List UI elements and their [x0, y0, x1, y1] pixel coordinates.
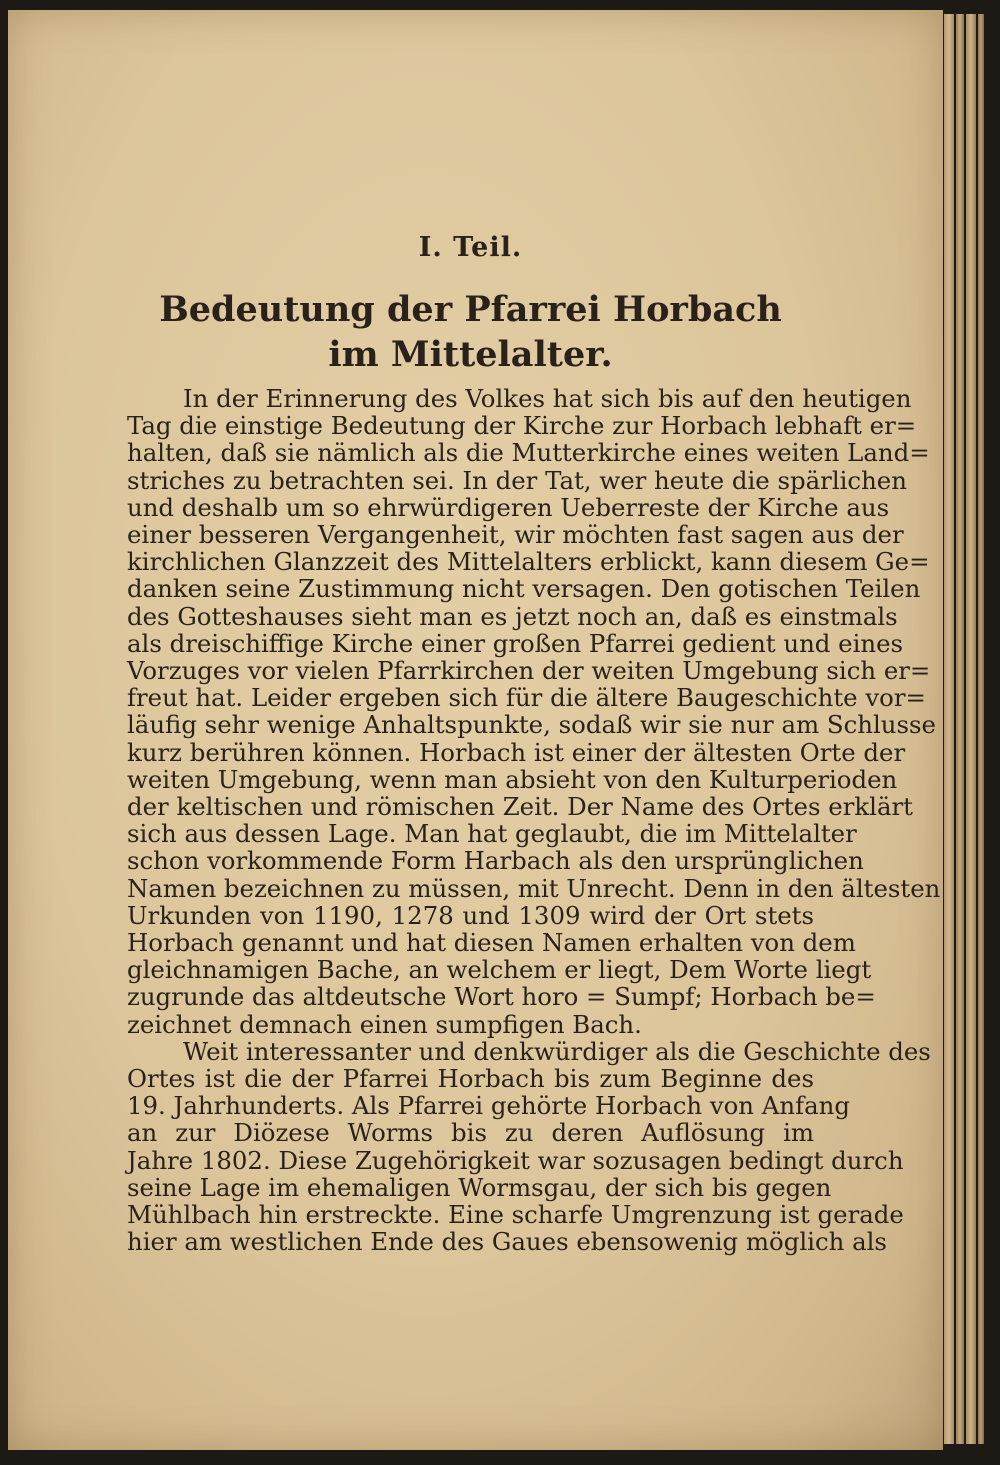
text-line: einer besseren Vergangenheit, wir möchten fast sagen aus der	[127, 520, 904, 550]
chapter-heading-line-2: im Mittelalter.	[328, 334, 613, 375]
text-line: freut hat. Leider ergeben sich für die ältere Baugeschichte vor=	[127, 683, 926, 713]
text-line: zeichnet demnach einen sumpfigen Bach.	[127, 1009, 642, 1039]
text-line: Jahre 1802. Diese Zugehörigkeit war sozusagen bedingt durch	[127, 1145, 904, 1175]
body-paragraph-2	[127, 1036, 931, 1257]
text-line: danken seine Zustimmung nicht versagen. Den gotischen Teilen	[127, 574, 921, 604]
text-line: kirchlichen Glanzzeit des Mittelalters erblickt, kann diesem Ge=	[127, 547, 930, 577]
text-line: Namen bezeichnen zu müssen, mit Unrecht. Denn in den ältesten	[127, 873, 941, 903]
text-line: In der Erinnerung des Volkes hat sich bis auf den heutigen	[183, 384, 912, 413]
text-line: Urkunden von 1190, 1278 und 1309 wird der Ort stets	[127, 900, 814, 930]
page-edge	[944, 14, 954, 1444]
text-line: Weit interessanter und denkwürdiger als die Geschichte des	[183, 1036, 931, 1066]
text-line: läufig sehr wenige Anhaltspunkte, sodaß wir sie nur am Schlusse	[127, 710, 936, 740]
text-line: seine Lage im ehemaligen Wormsgau, der sich bis gegen	[127, 1172, 832, 1202]
text-line: Tag die einstige Bedeutung der Kirche zur Horbach lebhaft er=	[127, 411, 917, 441]
text-line: schon vorkommende Form Harbach als den ursprünglichen	[127, 846, 864, 876]
text-line: 19. Jahrhunderts. Als Pfarrei gehörte Horbach von Anfang	[127, 1091, 850, 1121]
text-line: zugrunde das altdeutsche Wort horo = Sumpf; Horbach be=	[127, 982, 876, 1012]
body-paragraph-1	[127, 384, 941, 1039]
text-line: als dreischiffige Kirche einer großen Pfarrei gedient und eines	[127, 628, 904, 658]
text-line: striches zu betrachten sei. In der Tat, wer heute die spärlichen	[127, 465, 907, 495]
text-line: kurz berühren können. Horbach ist einer der ältesten Orte der	[127, 737, 906, 767]
page-edge	[966, 14, 976, 1444]
text-line: sich aus dessen Lage. Man hat geglaubt, die im Mittelalter	[127, 819, 857, 849]
text-line: Mühlbach hin erstreckte. Eine scharfe Umgrenzung ist gerade	[127, 1200, 904, 1230]
text-line: der keltischen und römischen Zeit. Der Name des Ortes erklärt	[127, 792, 913, 822]
text-line: Vorzuges vor vielen Pfarrkirchen der weiten Umgebung sich er=	[127, 656, 931, 686]
page-content	[127, 232, 941, 1257]
text-line: Ortes ist die der Pfarrei Horbach bis zum Beginne des	[127, 1064, 814, 1094]
text-line: gleichnamigen Bache, an welchem er liegt, Dem Worte liegt	[127, 955, 872, 985]
text-line: hier am westlichen Ende des Gaues ebensowenig möglich als	[127, 1227, 887, 1257]
page-edge	[978, 14, 984, 1444]
text-line: an zur Diözese Worms bis zu deren Auflösung im	[127, 1118, 814, 1148]
chapter-heading	[127, 287, 814, 377]
page-edge	[956, 14, 964, 1444]
part-label: I. Teil.	[418, 232, 523, 263]
text-line: halten, daß sie nämlich als die Mutterkirche eines weiten Land=	[127, 438, 930, 468]
chapter-heading-line-1: Bedeutung der Pfarrei Horbach	[159, 289, 782, 330]
text-line: weiten Umgebung, wenn man absieht von den Kulturperioden	[127, 764, 898, 794]
text-line: und deshalb um so ehrwürdigeren Ueberreste der Kirche aus	[127, 492, 890, 522]
text-line: Horbach genannt und hat diesen Namen erhalten von dem	[127, 928, 856, 958]
text-line: des Gotteshauses sieht man es jetzt noch an, daß es einstmals	[127, 601, 898, 631]
